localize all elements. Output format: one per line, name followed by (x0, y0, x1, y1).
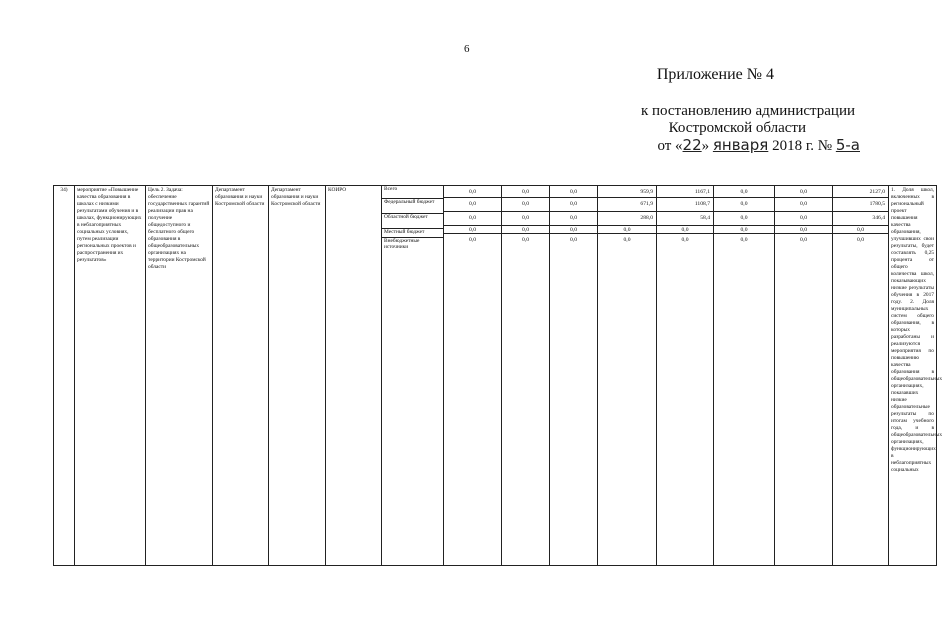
value-cell: 0,0 (623, 237, 631, 243)
value-cell: 0,0 (550, 198, 597, 212)
value-cell: 0,0 (550, 226, 597, 234)
value-cell: 0,0 (800, 237, 807, 243)
value-cell: 0,0 (444, 226, 501, 234)
date-day: 22 (682, 136, 702, 154)
value-cell: 346,4 (833, 212, 888, 226)
page-number: 6 (464, 43, 470, 55)
source-local: Местный бюджет (382, 229, 443, 238)
value-cell: 0,0 (714, 226, 774, 234)
value-cell: 0,0 (775, 212, 832, 226)
value-cell: 0,0 (857, 237, 864, 243)
value-cell: 0,0 (775, 198, 832, 212)
values-col-4 (598, 186, 657, 566)
values-col-8 (833, 186, 889, 566)
responsible-cell: Департамент образования и науки Костромской области (213, 186, 269, 566)
date-year: 2018 г. № (772, 138, 833, 154)
value-cell: 0,0 (740, 237, 748, 243)
table-row (54, 186, 937, 566)
date-number: 5-а (835, 136, 860, 154)
value-cell: 0,0 (444, 198, 501, 212)
value-cell: 0,0 (833, 226, 888, 234)
value-cell: 959,9 (598, 186, 656, 198)
source-total: Всего (382, 186, 443, 199)
values-col-1 (444, 186, 502, 566)
coexecutor-cell: Департамент образования и науки Костромской области (269, 186, 326, 566)
resolution-line: к постановлению администрации (640, 103, 855, 119)
value-cell: 0,0 (550, 212, 597, 226)
appendix-title: Приложение № 4 (656, 66, 774, 83)
row-number: 34) (54, 186, 75, 566)
participant-cell: КОИРО (326, 186, 382, 566)
program-table (53, 185, 942, 566)
value-cell: 288,0 (598, 212, 656, 226)
expected-result-cell: 1. Доля школ, включенных в региональный проект повышения качества образования, улучшивших свои результаты, будет составлять 0,25 процента от общего количества школ, показывающих низкие результаты обучения в 2017 году. 2. Доля муниципальных систем общего образования, в которых разработаны и реализуются мероприятия по повышению качества образования в общеобразовательных организациях, показавших низкие образовательные результаты по итогам учебного года, и в общеобразовательных организациях, функционирующих в неблагоприятных социальных (889, 186, 937, 566)
region-line: Костромской области (668, 120, 806, 136)
value-cell: 0,0 (444, 212, 501, 226)
values-col-3 (550, 186, 598, 566)
values-col-2 (502, 186, 550, 566)
value-cell: 0,0 (550, 186, 597, 198)
value-cell: 0,0 (502, 212, 549, 226)
value-cell: 0,0 (714, 212, 774, 226)
value-cell: 1108,7 (657, 198, 713, 212)
date-prefix: от « (657, 138, 683, 154)
date-line (657, 136, 860, 155)
date-mid: » (701, 138, 710, 154)
values-col-5 (657, 186, 714, 566)
activity-cell: мероприятие «Повышение качества образования в школах с низкими результатами обучения и в школах, функционирующих в неблагоприятных социальных условиях, путем реализации региональных проектов и распространения их результатов» (75, 186, 146, 566)
value-cell: 0,0 (570, 237, 577, 243)
value-cell: 0,0 (598, 226, 656, 234)
value-cell: 0,0 (502, 186, 549, 198)
values-col-6 (714, 186, 775, 566)
value-cell: 671,9 (598, 198, 656, 212)
source-extra: Внебюджетные источники (384, 238, 420, 250)
value-cell: 0,0 (775, 186, 832, 198)
value-cell: 2127,0 (833, 186, 888, 198)
value-cell: 0,0 (775, 226, 832, 234)
date-month: января (712, 136, 769, 154)
value-cell: 0,0 (444, 186, 501, 198)
goal-cell: Цель 2. Задача: обеспечение государственных гарантий реализации прав на получение общедоступного и бесплатного общего образования в общеобразовательных организациях на территории Костромской области (146, 186, 213, 566)
value-cell: 0,0 (714, 186, 774, 198)
values-col-7 (775, 186, 833, 566)
source-federal: Федеральный бюджет (382, 199, 443, 214)
value-cell: 58,4 (657, 212, 713, 226)
value-cell: 0,0 (681, 237, 689, 243)
value-cell: 1780,5 (833, 198, 888, 212)
value-cell: 1167,1 (657, 186, 713, 198)
value-cell: 0,0 (657, 226, 713, 234)
value-cell: 0,0 (714, 198, 774, 212)
source-regional: Областной бюджет (382, 214, 443, 229)
value-cell: 0,0 (502, 226, 549, 234)
funding-sources-cell (382, 186, 444, 566)
value-cell: 0,0 (522, 237, 529, 243)
value-cell: 0,0 (502, 198, 549, 212)
value-cell: 0,0 (469, 237, 476, 243)
